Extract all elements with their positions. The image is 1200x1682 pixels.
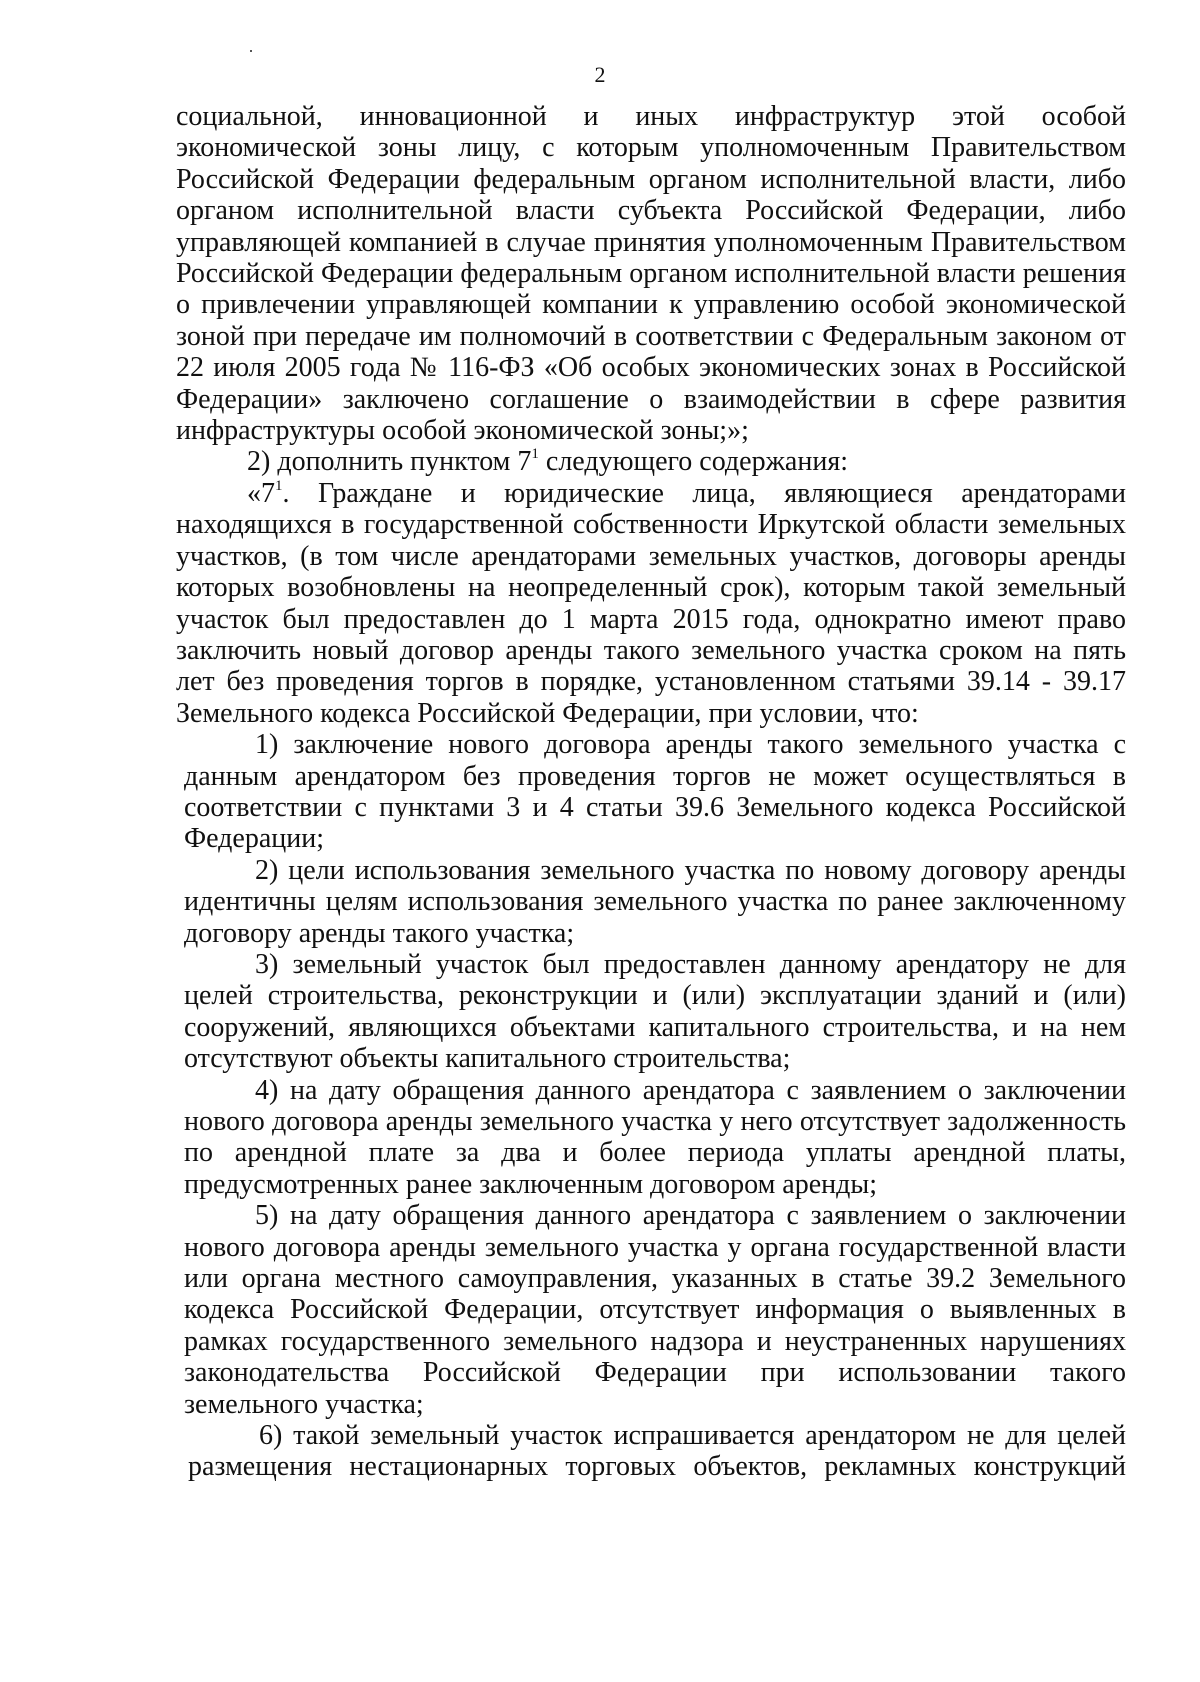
- paragraph-clause-7-1: [176, 478, 1126, 729]
- condition-2: 2) цели использования земельного участка по новому договору аренды идентичны целям использования земельного участка по ранее заключенному договору аренды такого участка;: [184, 854, 1126, 949]
- clause-7-1-text: . Граждане и юридические лица, являющиеся арендаторами находящихся в государственной собственности Иркутской области земельных участков, (в том числе арендаторами земельных участков, договоры аренды которых возобновлены на неопределенный срок), которым такой земельный участок был предоставлен до 1 марта 2015 года, однократно имеют право заключить новый договор аренды такого земельного участка сроком на пять лет без проведения торгов в порядке, установленном статьями 39.14 - 39.17 Земельного кодекса Российской Федерации, при условии, что:: [176, 477, 1126, 729]
- clause-7-1-superscript: 1: [275, 477, 283, 494]
- condition-3: 3) земельный участок был предоставлен данному арендатору не для целей строительства, реконструкции и (или) эксплуатации зданий и (или) сооружений, являющихся объектами капитального строительства, и на нем отсутствуют объекты капитального строительства;: [184, 948, 1126, 1075]
- amendment-2-text-start: 2) дополнить пунктом 7: [247, 446, 532, 478]
- paragraph-amendment-2: [176, 446, 1126, 477]
- amendment-2-superscript: 1: [531, 446, 539, 463]
- document-body: [176, 101, 1126, 1483]
- paragraph-continuation: социальной, инновационной и иных инфраструктур этой особой экономической зоны лицу, с которым уполномоченным Правительством Российской Федерации федеральным органом исполнительной власти, либо органом исполнительной власти субъекта Российской Федерации, либо управляющей компанией в случае принятия уполномоченным Правительством Российской Федерации федеральным органом исполнительной власти решения о привлечении управляющей компании к управлению особой экономической зоной при передаче им полномочий в соответствии с Федеральным законом от 22 июля 2005 года № 116-ФЗ «Об особых экономических зонах в Российской Федерации» заключено соглашение о взаимодействии в сфере развития инфраструктуры особой экономической зоны;»;: [176, 101, 1126, 447]
- condition-5: 5) на дату обращения данного арендатора с заявлением о заключении нового договора аренды земельного участка у органа государственной власти или органа местного самоуправления, указанных в статье 39.2 Земельного кодекса Российской Федерации, отсутствует информация о выявленных в рамках государственного земельного надзора и неустраненных нарушениях законодательства Российской Федерации при использовании такого земельного участка;: [184, 1200, 1126, 1420]
- condition-1: 1) заключение нового договора аренды такого земельного участка с данным арендатором без проведения торгов не может осуществляться в соответствии с пунктами 3 и 4 статьи 39.6 Земельного кодекса Российской Федерации;: [184, 729, 1126, 855]
- amendment-2-text-end: следующего содержания:: [538, 446, 848, 478]
- condition-6: 6) такой земельный участок испрашивается арендатором не для целей размещения нестационарных торговых объектов, рекламных конструкций: [188, 1420, 1126, 1483]
- scan-speck: [250, 50, 252, 52]
- page-number: 2: [594, 62, 606, 87]
- clause-7-1-number: «7: [247, 477, 275, 509]
- condition-4: 4) на дату обращения данного арендатора с заявлением о заключении нового договора аренды земельного участка у него отсутствует задолженность по арендной плате за два и более периода уплаты арендной платы, предусмотренных ранее заключенным договором аренды;: [184, 1074, 1126, 1200]
